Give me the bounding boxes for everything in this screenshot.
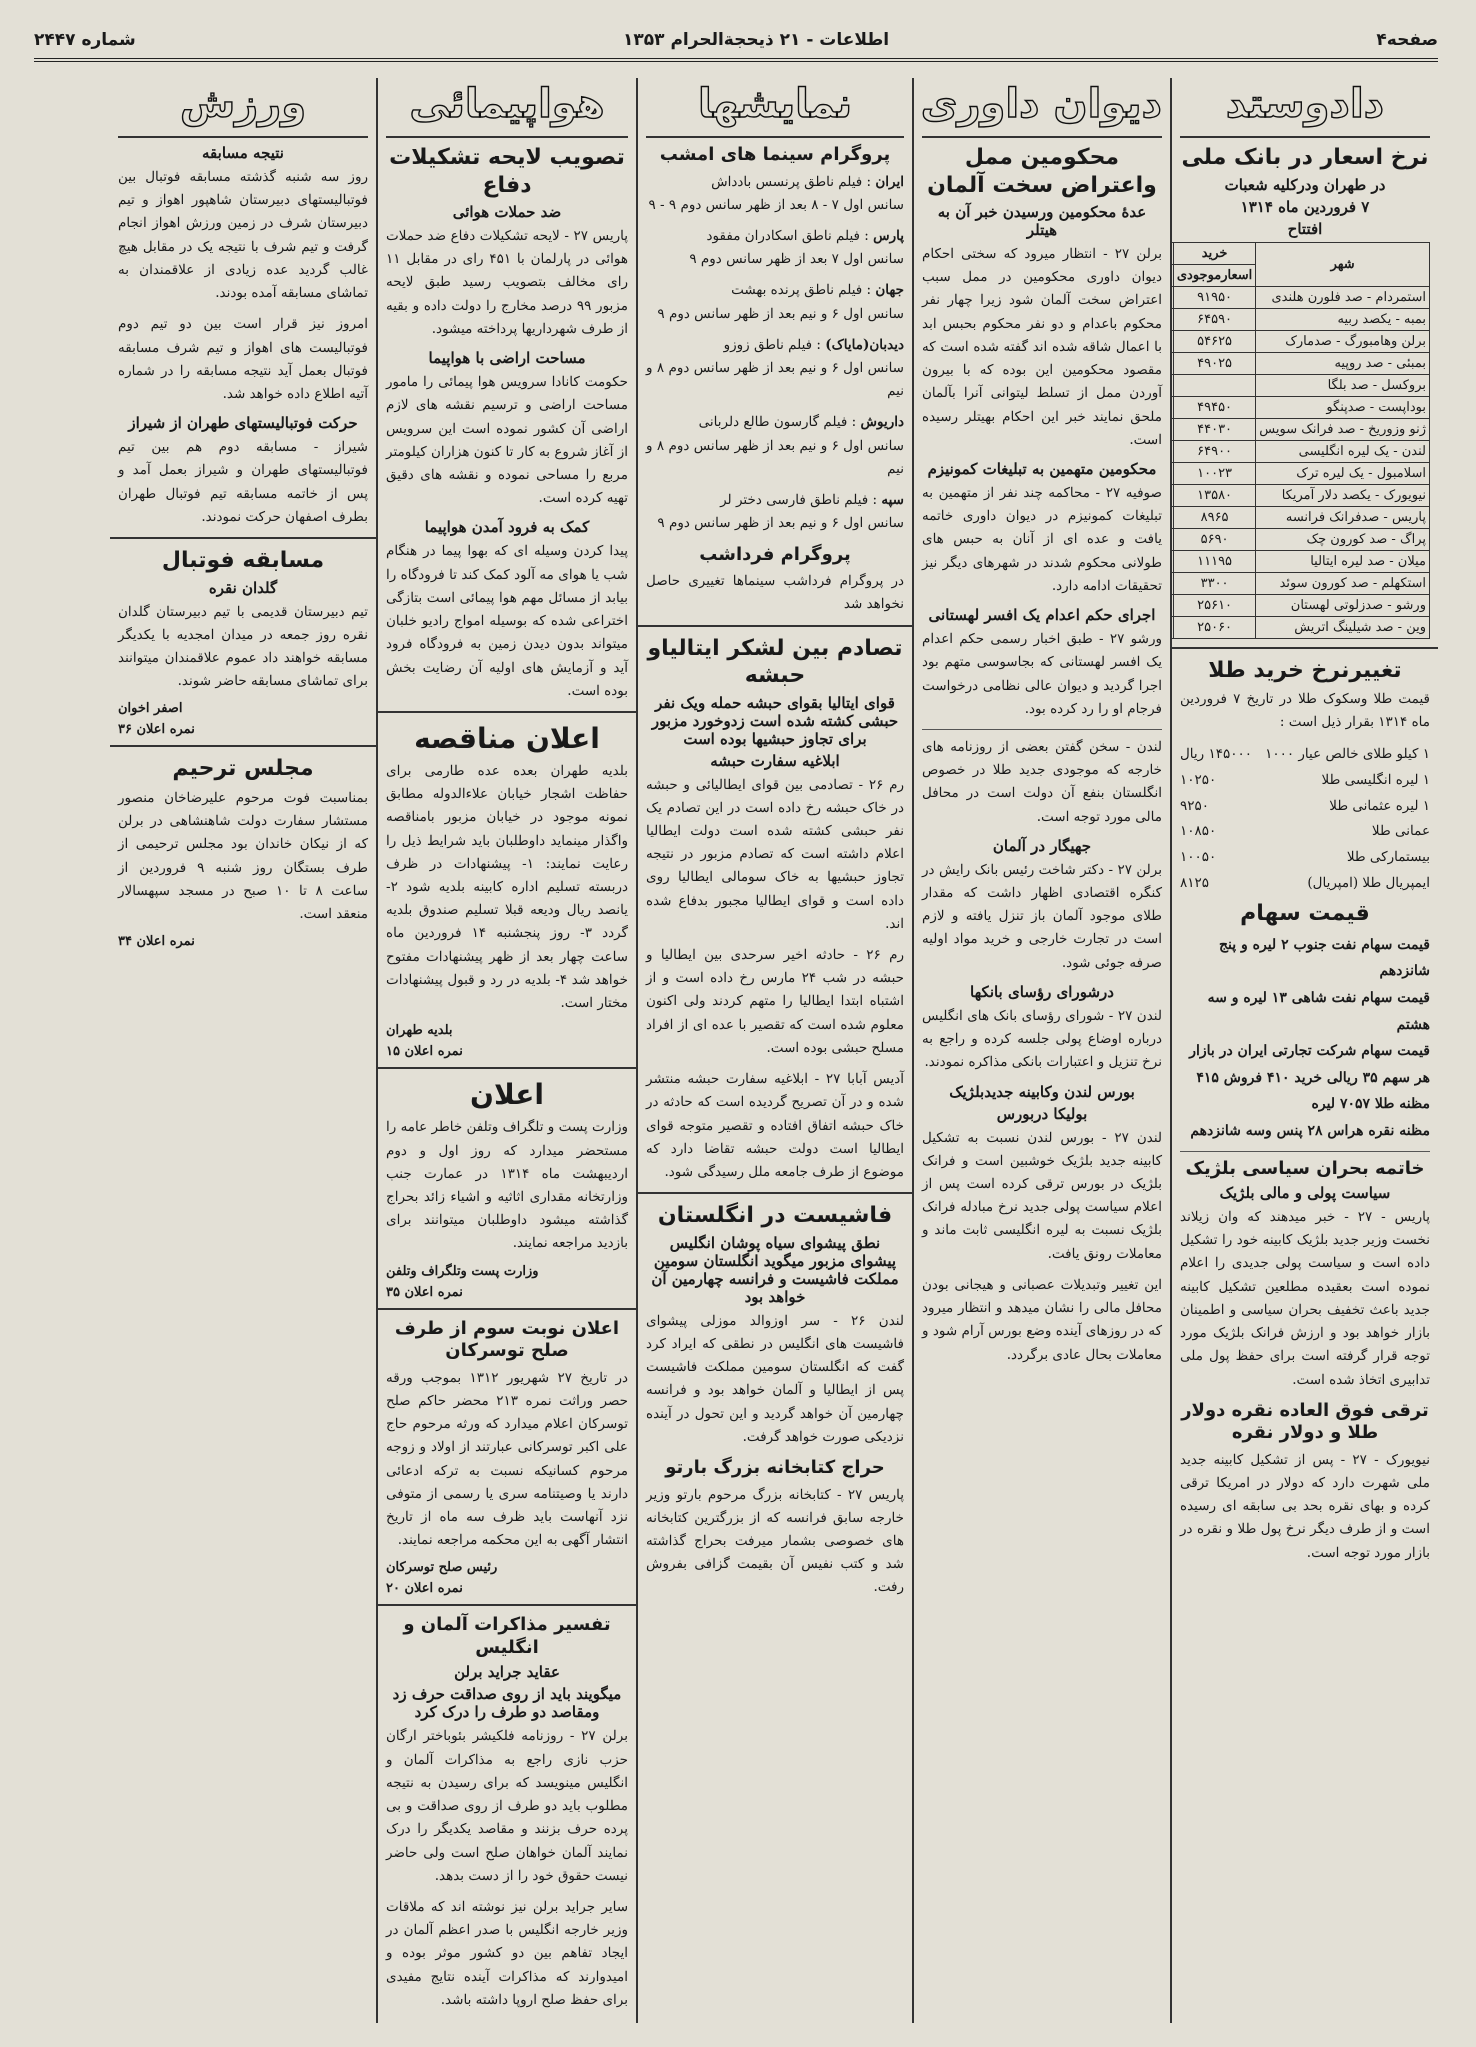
cinema-name: سپه [881,492,904,509]
court-text3: ورشو ۲۷ - طبق اخبار رسمی حکم اعدام یک افسر لهستانی که بجاسوسی متهم بود اجرا گردید و دیوان عالی نظامی درخواست فرجام او را رد کرده بود. [922,631,1162,717]
rates-subheader-cash: اسعارموجودی [1173,264,1255,286]
notice-text: وزارت پست و تلگراف وتلفن خاطر عامه را مستحضر میدارد که روز اول و دوم اردیبهشت ماه ۱۳۱۴ در عمارت جنب وزارتخانه مقداری اثاثیه و اشیاء زائد بحراج گذاشته میشود داوطلبان میتوانند برای بازدید مراجعه نمایند. [386,1119,629,1252]
tender-notice-number: نمره اعلان ۱۵ [386,1044,463,1060]
gold-price: ۱۰۸۵۰ [1180,823,1217,840]
cinema-name: داریوش [860,414,904,431]
rates-row [1170,594,1430,616]
court-sub1: عدۀ محکومین ورسیدن خبر آن به هیتلر [937,203,1147,239]
football-notice-number: نمره اعلان ۳۶ [118,722,195,738]
rates-cell-sell [1170,286,1173,308]
rates-cell-buy: ۵۶۹۰ [1173,528,1255,550]
result-text: روز سه شنبه گذشته مسابقه فوتبال بین فوتبالیستهای دبیرستان شاهپور اهواز و تیم دبیرستان شرف در زمین ورزش اهواز انجام گرفت و تیم شرف با نتیجه یک در مقابل هیچ غالب گردید عده زیادی از علاقمندان به تماشای مسابقه آمده بودند. [118,169,368,302]
cinema-name: پارس [873,227,904,244]
rates-header-city: شهر [1256,242,1430,286]
fascism-text: لندن ۲۶ - سر اوزوالد موزلی پیشوای فاشیست های انگلیس در نطقی که ایراد کرد گفت که انگلستان سومین مملکت فاشیست پس از ایطالیا و آلمان خواهد بود و فرانسه چهارمین آن خواهد گردید و این تحول در آینده نزدیکی صورت خواهد گرفت. [646,1312,904,1445]
talks-heading: تفسیر مذاکرات آلمان و انگلیس [403,1614,611,1658]
rates-subheader-cheque [1170,264,1173,286]
court-text8: این تغییر وتبدیلات عصبانی و هیجانی بودن محافل مالی را نشان میدهد و انتظار میرود که در روزهای آینده وضع بورس آرام شود و معاملات بحال عادی برگردد. [922,1276,1162,1363]
page-number: صفحه۴ [1376,30,1438,50]
gold-row [1180,768,1430,794]
notice-signature: وزارت پست وتلگراف وتلفن [386,1263,539,1279]
rates-cell-buy: ۹۱۹۵۰ [1173,286,1255,308]
rates-cell-city: بوداپست - صدپنگو [1256,396,1430,418]
rates-cell-sell [1170,616,1173,638]
columns [34,78,1438,2023]
cinema-program-heading: پروگرام سینما های امشب [659,144,891,165]
rates-heading: نرخ اسعار در بانک ملی [1181,145,1429,170]
rates-table [1170,242,1430,639]
rates-row [1170,396,1430,418]
gold-price: ۱۴۵۰۰۰ ریال [1180,746,1253,763]
share-line: مظنه نقره هراس ۲۸ پنس وسه شانزدهم [1190,1122,1430,1139]
court-sub3: اجرای حکم اعدام یک افسر لهستانی [928,606,1156,625]
memorial-notice-number: نمره اعلان ۳۴ [118,934,195,950]
cinema-list [646,171,904,536]
share-line: قیمت سهام نفت جنوب ۲ لیره و پنج شانزدهم [1218,936,1430,980]
cinema-entry: داریوش : فیلم گارسون طالع دلربانی سانس اول ۶ و نیم بعد از ظهر سانس دوم ۸ و نیم [646,411,904,481]
section-title-court: دیوان داوری [922,78,1162,138]
gold-row [1180,819,1430,845]
rates-cell-sell [1170,528,1173,550]
talks-text1: برلن ۲۷ - روزنامه فلکیشر بئوباختر ارگان حزب نازی راجع به مذاکرات آلمان و انگلیس مینویسد که برای رسیدن به نتیجه مطلوب باید دو طرف از روی صداقت و بی پرده حرف بزنند و مقاصد یکدیگر را درک نمایند آلمان خواهان صلح است ولی حاضر نیست حقوق خود را از دست بدهد. [386,1728,628,1884]
section-title-trade: دادوستد [1180,78,1430,138]
rates-cell-city: بمبئی - صد روپیه [1256,352,1430,374]
result-heading: نتیجه مسابقه [202,144,284,162]
aviation-sub2: مساحت اراضی با هواپیما [428,349,586,368]
rates-opening: افتتاح [1287,219,1323,238]
gold-intro: قیمت طلا وسکوک طلا در تاریخ ۷ فروردین ماه ۱۳۱۴ بقرار ذیل است : [1180,691,1431,731]
rates-header-buy: خرید [1173,242,1255,264]
aviation-heading: تصویب لایحه تشکیلات دفاع [389,145,625,198]
rates-cell-sell [1170,330,1173,352]
aviation-text1: پاریس ۲۷ - لایحه تشکیلات دفاع ضد حملات هوائی در پارلمان با ۴۵۱ رای در مقابل ۱۱ رای مخالف بتصویب رسید طبق لایحه مزبور ۹۹ درصد مخارج را دولت داده و بقیه از طرف شهرداریها پرداخته میشود. [386,228,628,337]
rates-cell-city: استمردام - صد فلورن هلندی [1256,286,1430,308]
crisis-subheading: سیاست پولی و مالی بلژیک [1219,1184,1391,1203]
share-line: مظنه طلا ۷۰۵۷ لیره [1311,1096,1430,1113]
rates-subheading: در طهران ودرکلیه شعبات [1224,175,1386,194]
gold-item: بیستمارکی طلا [1346,849,1430,865]
silver-heading: ترقی فوق العاده نقره دولار طلا و دولار نقره [1181,1399,1429,1444]
cinema-film: فیلم ناطق اسکادران مفقود [706,227,860,244]
talks-subheading: عقاید جراید برلن [454,1663,560,1682]
rates-cell-buy: ۱۳۵۸۰ [1173,484,1255,506]
auction-heading: حراج کتابخانه بزرگ بارتو [665,1457,885,1479]
shiraz-text: شیراز - مسابقه دوم هم بین تیم فوتبالیستهای طهران و شیراز بعمل آمد و پس از خاتمه مسابقه تیم فوتبال طهران بطرف اصفهان حرکت نمودند. [118,439,368,525]
rates-cell-sell [1170,440,1173,462]
talks-text2: سایر جراید برلن نیز نوشته اند که ملاقات وزیر خارجه انگلیس با صدر اعظم آلمان در ایجاد تفاهم بین دو کشور موثر بوده و امیدوارند که مذاکرات آینده نتایج مفیدی برای حفظ صلح اروپا داشته باشد. [386,1898,628,2008]
cinema-entry: ایران : فیلم ناطق پرنسس بادداش سانس اول ۷ - ۸ بعد از ظهر سانس دوم ۹ - ۹ [646,171,904,217]
cinema-film: فیلم ناطق پرنده بهشت [731,282,863,299]
silver-text: نیویورک - ۲۷ - پس از تشکیل کابینه جدید ملی شهرت دارد که دولار در امریکا ترقی کرده و بهای نقره بحد بی سابقه ای رسیده است و از طرف دیگر نرخ پول طلا و نقره در بازار مورد توجه است. [1180,1451,1430,1561]
rates-cell-sell [1170,308,1173,330]
cinema-times: سانس اول ۶ و نیم بعد از ظهر سانس دوم ۸ و نیم [646,437,904,477]
rates-row [1170,506,1430,528]
fascism-subheading: نطق پیشوای سیاه پوشان انگلیس پیشوای مزبور میگوید انگلستان سومین مملکت فاشیست و فرانسه چهارمین آن خواهد بود [651,1233,899,1306]
cinema-entry: پارس : فیلم ناطق اسکادران مفقود سانس اول ۷ بعد از ظهر سانس دوم ۹ [646,225,904,271]
section-title-shows: نمایشها [646,78,904,138]
masthead [34,28,1438,62]
gold-row [1180,845,1430,871]
gold-item: ۱ لیره انگلیسی طلا [1321,772,1430,789]
rates-row [1170,616,1430,638]
rates-cell-sell [1170,550,1173,572]
rates-row [1170,528,1430,550]
gold-item: عمانی طلا [1371,823,1430,840]
cinema-film: فیلم ناطق پرنسس بادداش [711,173,863,190]
rates-cell-buy: ۳۳۰۰ [1173,572,1255,594]
cinema-name: ایران [875,173,904,190]
column-aviation [376,78,636,2023]
rates-row [1170,550,1430,572]
rates-cell-buy: ۲۵۰۶۰ [1173,616,1255,638]
crisis-heading: خاتمه بحران سیاسی بلژیک [1185,1157,1425,1179]
talks-text3 [386,2020,628,2023]
war-heading: تصادم بین لشکر ایتالیاو حبشه [647,635,903,688]
cinema-entry: سپه : فیلم ناطق فارسی دختر لر سانس اول ۶ و نیم بعد از ظهر سانس دوم ۹ [646,489,904,535]
cinema-name: دیدبان(مایاک) [825,336,904,353]
rates-cell-sell [1170,374,1173,396]
rates-cell-city: برلن وهامبورگ - صدمارک [1256,330,1430,352]
rates-cell-sell [1170,352,1173,374]
rates-cell-buy: ۱۰۰۲۳ [1173,462,1255,484]
rates-cell-buy: ۶۴۹۰۰ [1173,440,1255,462]
cinema-times: سانس اول ۷ - ۸ بعد از ظهر سانس دوم ۹ - ۹ [648,196,904,213]
rates-cell-buy: ۸۹۶۵ [1173,506,1255,528]
rates-cell-city: اسلامبول - یک لیره ترک [1256,462,1430,484]
shares-list [1180,932,1430,1145]
cinema-film: فیلم ناطق زوزو [723,336,813,353]
rates-cell-buy: ۴۹۰۲۵ [1173,352,1255,374]
share-line: قیمت سهام شرکت تجارتی ایران در بازار [1189,1043,1430,1060]
court-notice-heading: اعلان نوبت سوم از طرف صلح توسرکان [394,1317,620,1362]
rates-cell-sell [1170,418,1173,440]
court-text7: لندن ۲۷ - بورس لندن نسبت به تشکیل کابینه جدید بلژیک خوشبین است و فرانک بلژیک در بورس ترقی کرده است پس از اعلام سیاست پولی جدید نرخ مبادله فرانک بلژیک نسبت به لیره انگلیسی ثابت ماند و معاملات رونق یافت. [922,1129,1163,1262]
court-text2: صوفیه ۲۷ - محاکمه چند نفر از متهمین به تبلیغات کمونیزم در دیوان داوری خاتمه یافت و عده ای از آنان به حبس های طولانی محکوم شدند در شهرهای دیگر نیز تحقیقات ادامه دارد. [922,484,1162,594]
cinema-times: سانس اول ۷ بعد از ظهر سانس دوم ۹ [689,251,904,268]
rates-cell-city: بمبه - یکصد ربیه [1256,308,1430,330]
court-text1: برلن ۲۷ - انتظار میرود که سختی احکام دیوان داوری محکومین در ممل سبب اعتراض سخت آلمان شود زیرا چهار نفر محکوم باعدام و دو نفر محکوم بحبس ابد با اعمال شاقه شده اند گفته شده است که مقصود محکومین این بوده که با بیرون آوردن ممل از تسلط لیتوانی آنرا بآلمان ملحق نمایند خبر این احکام بهیتلر رسیده است. [922,246,1163,448]
tender-text: بلدیه طهران بعده عده طارمی برای حفاظت اشجار خیابان علاءالدوله مطابق نمونه موجود در خیابان مزبور بامناقصه واگذار مینماید داوطلبان باید شرایط ذیل را رعایت نمایند: ۱- پیشنهادات در ظرف دربسته تسلیم اداره کابینه بلدیه شود ۲- یانصد ریال ودیعه قبلا تسلیم صندوق بلدیه گردد ۳- روز پنجشنبه ۱۴ فروردین ماه ساعت چهار بعد از ظهر پیشنهادات مفتوح خواهد شد ۴- بلدیه در رد و قبول پیشنهادات مختار است. [386,762,628,1012]
rates-row [1170,352,1430,374]
court-text6: لندن ۲۷ - شورای رؤسای بانک های انگلیس درباره اوضاع پولی جلسه کرده و راجع به نرخ تنزیل و اعتبارات بانکی مذاکره نمودند. [922,1007,1162,1071]
rates-cell-sell [1170,594,1173,616]
war-subheading2: ابلاغیه سفارت حبشه [710,751,840,770]
notice-heading: اعلان [470,1078,544,1112]
rates-cell-sell [1170,396,1173,418]
football-heading: مسابقه فوتبال [161,548,325,574]
war-text2: رم ۲۶ - حادثه اخیر سرحدی بین ایطالیا و حبشه در شب ۲۴ مارس رخ داده است و از اشتباه ابتدا ایطالیا را متهم کردند ولی اکنون معلوم شده است که تقصیر با عده ای از افراد مسلح حبشی بوده است. [646,947,904,1056]
court-notice-signature: رئیس صلح توسرکان [386,1560,498,1576]
rates-cell-buy: ۵۴۶۲۵ [1173,330,1255,352]
shares-heading: قیمت سهام [1240,901,1370,927]
gold-item: ۱ کیلو طلای خالص عیار ۱۰۰۰ [1265,746,1430,763]
gold-item: ۱ لیره عثمانی طلا [1329,797,1430,814]
rates-cell-buy: ۴۴۰۳۰ [1173,418,1255,440]
gold-row [1180,742,1430,768]
result-text2: امروز نیز قرار است بین دو تیم دوم فوتبالیست های اهواز و تیم شرف مسابقه فوتبال بعمل آید نتیجه مسابقه را در شماره آتیه اطلاع داده خواهد شد. [118,316,368,402]
shiraz-heading: حرکت فوتبالیستهای طهران از شیراز [128,414,358,433]
rates-cell-city: استکهلم - صد کورون سوئد [1256,572,1430,594]
rates-date: ۷ فروردین ماه ۱۳۱۴ [1240,197,1370,216]
rates-row [1170,330,1430,352]
war-text1: رم ۲۶ - تصادمی بین قوای ایطالیائی و حبشه در خاک حبشه رخ داده است در این تصادم یک نفر حبشی کشته شده است دولت ایطالیا اعلام داشته است که تصادم مزبور در نتیجه تجاوز حبشیها به خاک سومالی ایطالیا روی داده است و قوای ایطالیا مجبور بدفاع شده اند. [646,776,904,932]
tomorrow-heading: پروگرام فرداشب [699,543,851,565]
court-sub5: درشورای رؤسای بانکها [970,982,1114,1001]
gold-price: ۱۰۰۵۰ [1180,849,1217,865]
aviation-text3: پیدا کردن وسیله ای که بهوا پیما در هنگام شب یا هوای مه آلود کمک کند تا فرودگاه را بیابد از مسائل مهم هوا پیمائی است بتازگی اختراعی شده که بوسیله امواج رادیو خلبان میتواند بدون دیدن زمین به فرودگاه فرود آید و آزمایش های اولیه آن رضایت بخش بوده است. [386,543,628,699]
column-court [912,78,1170,2023]
rates-cell-city: بروکسل - صد بلگا [1256,374,1430,396]
issue-number: شماره ۲۴۴۷ [34,30,136,50]
war-text3: آدیس آبابا ۲۷ - ابلاغیه سفارت حبشه منتشر شده و در آن تصریح گردیده است که حادثه در خاک حبشه اتفاق افتاده و تقصیر متوجه قوای ایطالیا است دولت حبشه تقاضا دارد که موضوع از طرف جامعه ملل رسیدگی شود. [646,1071,904,1180]
rates-cell-city: ژنو وزوریخ - صد فرانک سویس [1256,418,1430,440]
tender-heading: اعلان مناقصه [414,721,600,755]
rates-row [1170,418,1430,440]
rates-cell-sell [1170,484,1173,506]
rates-cell-sell [1170,506,1173,528]
rates-cell-city: ورشو - صدزلوتی لهستان [1256,594,1430,616]
fascism-heading: فاشیست در انگلستان [657,1203,893,1229]
section-title-aviation: هواپیمائی [386,78,628,138]
auction-text: پاریس ۲۷ - کتابخانه بزرگ مرحوم بارتو وزیر خارجه سابق فرانسه که از بزرگترین کتابخانه های خصوصی بشمار میرفت بحراج گذاشته شد و کتب نفیس آن بقیمت گزافی بفروش رفت. [646,1486,904,1596]
rates-cell-city: میلان - صد لیره ایتالیا [1256,550,1430,572]
rates-cell-city: لندن - یک لیره انگلیسی [1256,440,1430,462]
gold-row [1180,871,1430,897]
cinema-times: سانس اول ۶ و نیم بعد از ظهر سانس دوم ۹ [657,305,904,322]
court-notice-number: نمره اعلان ۲۰ [386,1581,463,1597]
cinema-times: سانس اول ۶ و نیم بعد از ظهر سانس دوم ۸ و نیم [646,360,904,400]
war-subheading: قوای ایتالیا بقوای حبشه حمله ویک نفر حبشی کشته شده است زدوخورد مزبور برای تجاوز حبشیها بوده است [651,693,899,748]
crisis-text: پاریس - ۲۷ - خبر میدهند که وان زیلاند نخست وزیر جدید بلژیک کابینه خود را تشکیل داده است و سیاست پولی جدیدی را اعلام نموده است بعقیده مطلعین تشکیل کابینه جدید باعث تخفیف بحران سیاسی و اطمینان بازار خواهد بود و ارزش فرانک بلژیک مورد توجه قرار گرفته است برای حفظ پول ملی تدابیری اتخاذ شده است. [1180,1209,1430,1388]
aviation-text2: حکومت کانادا سرویس هوا پیمائی را مامور مساحت اراضی و ترسیم نقشه های لازم اراضی آن کشور نموده است این سرویس از آغاز شروع به کار تا کنون هزاران کیلومتر مربع را مساحی نموده و نقشه های دقیق تهیه کرده است. [386,374,628,507]
gold-row [1180,794,1430,820]
rates-cell-buy: ۴۹۴۵۰ [1173,396,1255,418]
court-heading: محکومین ممل واعتراض سخت آلمان [927,145,1157,198]
court-sub6: بورس لندن وکابینه جدیدبلژیک [949,1082,1135,1101]
rates-header-sell [1170,242,1173,264]
rates-cell-buy [1173,374,1255,396]
football-signature: اصفر اخوان [118,701,183,717]
rates-cell-buy: ۲۵۶۱۰ [1173,594,1255,616]
share-line: قیمت سهام نفت شاهی ۱۳ لیره و سه هشتم [1207,989,1430,1033]
rates-cell-city: پراگ - صد کورون چک [1256,528,1430,550]
cinema-entry: جهان : فیلم ناطق پرنده بهشت سانس اول ۶ و نیم بعد از ظهر سانس دوم ۹ [646,279,904,325]
section-title-sports: ورزش [118,78,368,138]
aviation-sub1: ضد حملات هوائی [452,203,562,221]
aviation-sub3: کمک به فرود آمدن هواپیما [424,518,590,537]
rates-body [1170,286,1430,638]
rates-row [1170,484,1430,506]
share-line: هر سهم ۳۵ ریالی خرید ۴۱۰ فروش ۴۱۵ [1196,1069,1430,1086]
cinema-film: فیلم گارسون طالع دلربانی [698,414,848,431]
gold-price: ۸۱۲۵ [1180,874,1210,891]
column-trade [1170,78,1438,2023]
court-notice-text: در تاریخ ۲۷ شهریور ۱۳۱۲ بموجب ورقه حصر وراثت نمره ۲۱۳ محضر حاکم صلح توسرکان اعلام میدارد که ورثه مرحوم حاج علی اکبر توسرکانی عبارتند از اولاد و زوجه مرحوم کسانیکه نسبت به ترکه ادعائی دارند یا وصیتنامه سری یا رسمی از متوفی نزد آنهاست باید ظرف سه ماه از تاریخ انتشار آگهی به این محکمه مراجعه نمایند. [386,1369,628,1549]
court-text5: برلن ۲۷ - دکتر شاخت رئیس بانک رایش در کنگره اقتصادی اظهار داشت که مقدار طلای موجود آلمان باز تنزل یافته و لازم است در تجارت خارجی و خرید مواد اولیه صرفه جوئی شود. [922,861,1162,971]
column-sports [110,78,376,2023]
rates-row [1170,572,1430,594]
cinema-entry: دیدبان(مایاک) : فیلم ناطق زوزو سانس اول ۶ و نیم بعد از ظهر سانس دوم ۸ و نیم [646,334,904,404]
rates-cell-sell [1170,462,1173,484]
column-shows [636,78,912,2023]
rates-cell-city: نیویورک - یکصد دلار آمریکا [1256,484,1430,506]
rates-row [1170,462,1430,484]
tender-signature: بلدیه طهران [386,1023,453,1039]
rates-cell-city: پاریس - صدفرانک فرانسه [1256,506,1430,528]
gold-price: ۹۲۵۰ [1180,797,1210,814]
rates-cell-sell [1170,572,1173,594]
rates-row [1170,286,1430,308]
gold-list [1180,742,1430,896]
rates-cell-buy: ۶۴۵۹۰ [1173,308,1255,330]
cinema-times: سانس اول ۶ و نیم بعد از ظهر سانس دوم ۹ [657,515,904,532]
rates-row [1170,308,1430,330]
talks-subheading2: میگویند باید از روی صداقت حرف زد ومقاصد دو طرف را درک کرد [392,1685,622,1722]
rates-cell-city: وین - صد شیلینگ اتریش [1256,616,1430,638]
cinema-film: فیلم ناطق فارسی دختر لر [720,492,869,509]
gold-price: ۱۰۲۵۰ [1180,772,1217,789]
rates-row [1170,440,1430,462]
rates-row [1170,374,1430,396]
paper-date: اطلاعات - ۲۱ ذیحجةالحرام ۱۳۵۳ [623,30,890,50]
football-text: تیم دبیرستان قدیمی با تیم دبیرستان گلدان نقره روز جمعه در میدان امجدیه با یکدیگر مسابقه خواهند داد عموم علاقمندان میتوانند برای تماشای مسابقه حاضر شوند. [118,603,368,690]
memorial-heading: مجلس ترحیم [172,756,314,782]
rates-cell-buy: ۱۱۱۹۵ [1173,550,1255,572]
cinema-name: جهان [875,282,904,299]
gold-item: ایمپریال طلا (امپریال) [1307,874,1430,891]
gold-heading: تغییرنرخ خرید طلا [1208,657,1402,683]
court-sub4: جهیگار در آلمان [992,836,1092,855]
memorial-text: بمناسبت فوت مرحوم علیرضاخان منصور مستشار سفارت دولت شاهنشاهی در برلن که از نیکان خاندان بود مجلس ترحیمی از طرف بستگان روز شنبه ۹ فروردین از ساعت ۸ تا ۱۰ صبح در مسجد سپهسالار منعقد است. [118,789,369,923]
football-subheading: گلدان نقره [208,578,278,597]
court-text4: لندن - سخن گفتن بعضی از روزنامه های خارجه که موجودی جدید طلا در خصوص انگلستان بنفع آن دولت است در محافل مالی مورد توجه است. [922,738,1162,825]
court-sub2: محکومین متهمین به تبلیغات کمونیزم [927,459,1157,478]
tomorrow-text: در پروگرام فرداشب سینماها تغییری حاصل نخواهد شد [646,573,904,613]
notice-number: نمره اعلان ۳۵ [386,1284,463,1300]
court-sub6b: بولیکا دربورس [996,1104,1088,1123]
